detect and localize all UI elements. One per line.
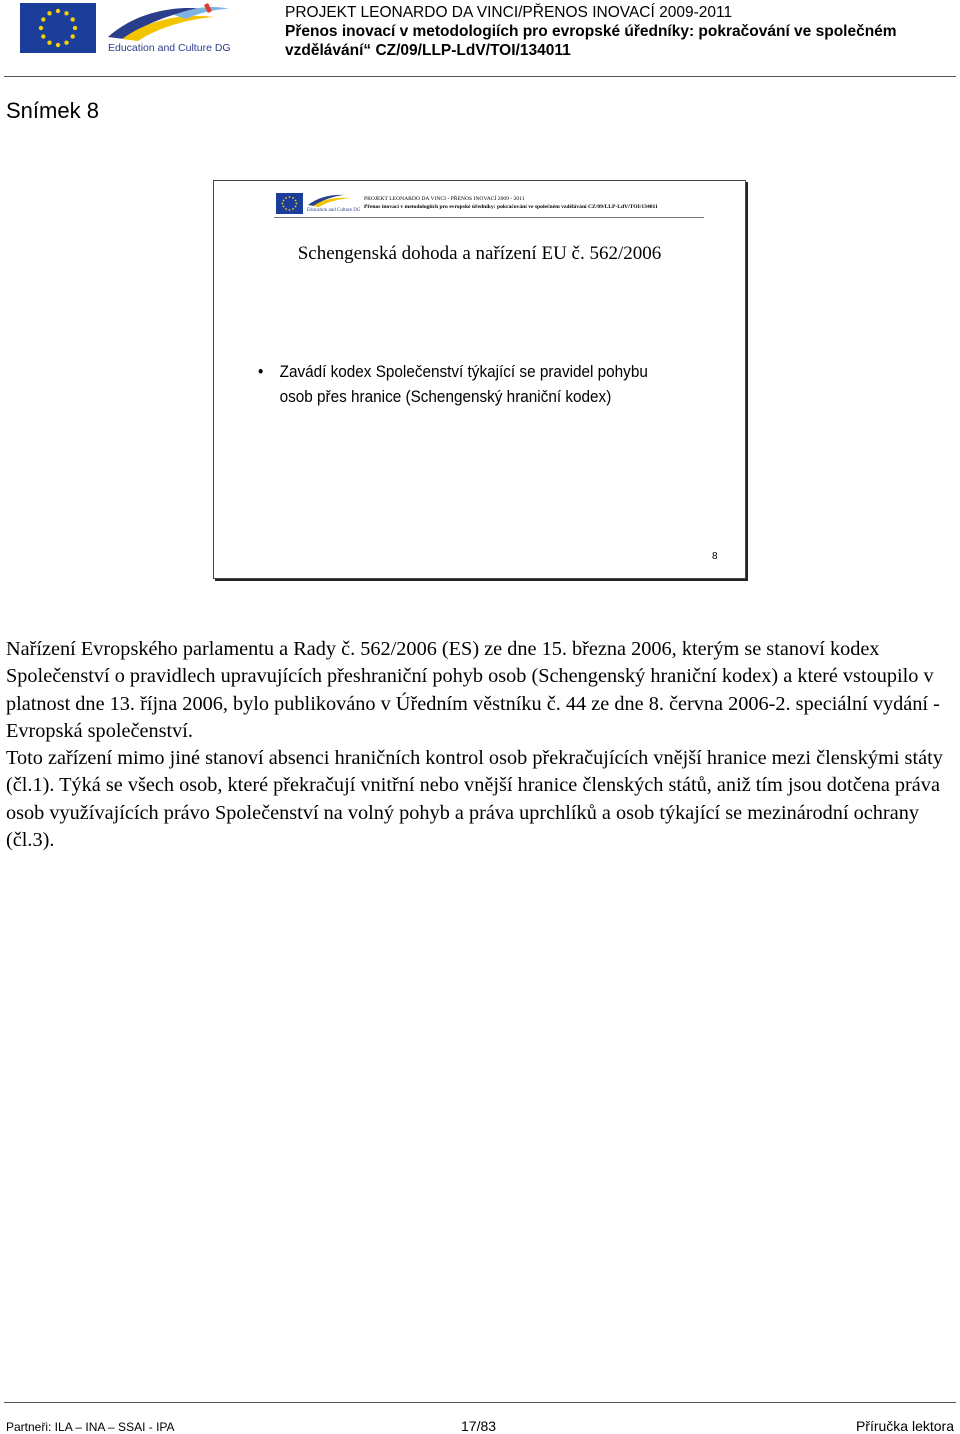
slide-label: Snímek 8 [6,98,99,123]
slide-header-divider [274,217,704,218]
slide-thumbnail [213,180,746,579]
footer-page-number: 17/83 [461,1418,497,1434]
slide-header-text [364,195,724,211]
body-paragraph-1: Nařízení Evropského parlamentu a Rady č. 562/2006 (ES) ze dne 15. března 2006, kterým se stanoví kodex Společenství o pravidlech upravujících přeshraniční pohyb osob (Schengenský hraniční kodex) a které vstoupilo v platnost dne 13. října 2006, bylo publikováno v Úředním věstníku č. 44 ze dne 8. června 2006-2. speciální vydání - Evropská společenství. [6,638,940,742]
slide-bullet-text: Zavádí kodex Společenství týkající se pravidel pohybu osob přes hranice (Schengenský hraniční kodex) [279,362,648,406]
header-text [285,3,955,60]
slide-eu-flag-logo [276,193,303,214]
dg-logo-text: Education and Culture DG [108,42,231,54]
bullet-dot-icon: • [258,362,264,381]
header-line-2: Přenos inovací v metodologiích pro evropské úředníky: pokračování ve společném [285,23,897,40]
body-paragraph-2: Toto zařízení mimo jiné stanoví absenci hraničních kontrol osob překračujících vnější hranice mezi členskými státy (čl.1). Týká se všech osob, které překračují vnitřní nebo vnější hranice členských států, aniž tím jsou dotčena práva osob využívajících právo Společenství na volný pohyb a práva uprchlíků a osob týkající se mezinárodní ochrany (čl.3). [6,747,943,852]
footer-divider [4,1402,956,1403]
slide-number: 8 [712,551,718,562]
slide-bullet-item [258,359,663,409]
slide-header-line-1: PROJEKT LEONARDO DA VINCI - PŘENOS INOVACÍ 2009 - 2011 [364,196,525,202]
slide-header-line-2: Přenos inovací v metodologiích pro evropské úředníky: pokračování ve společném vzdělávání CZ/09/LLP-LdV/TOI/134011 [364,204,658,210]
header-line-1: PROJEKT LEONARDO DA VINCI/PŘENOS INOVACÍ 2009-2011 [285,4,733,21]
header-divider [4,76,956,77]
footer-partners: Partneři: ILA – INA – SSAI - IPA [6,1420,175,1434]
slide-title: Schengenská dohoda a nařízení EU č. 562/2006 [297,243,662,264]
slide-dg-logo [306,193,354,209]
slide-dg-logo-text: Education and Culture DG [307,208,361,213]
header-line-3: vzdělávání“ CZ/09/LLP-LdV/TOI/134011 [285,42,571,59]
eu-flag-logo [20,3,96,53]
body-text [6,636,954,854]
footer-document-title: Příručka lektora [855,1418,954,1434]
